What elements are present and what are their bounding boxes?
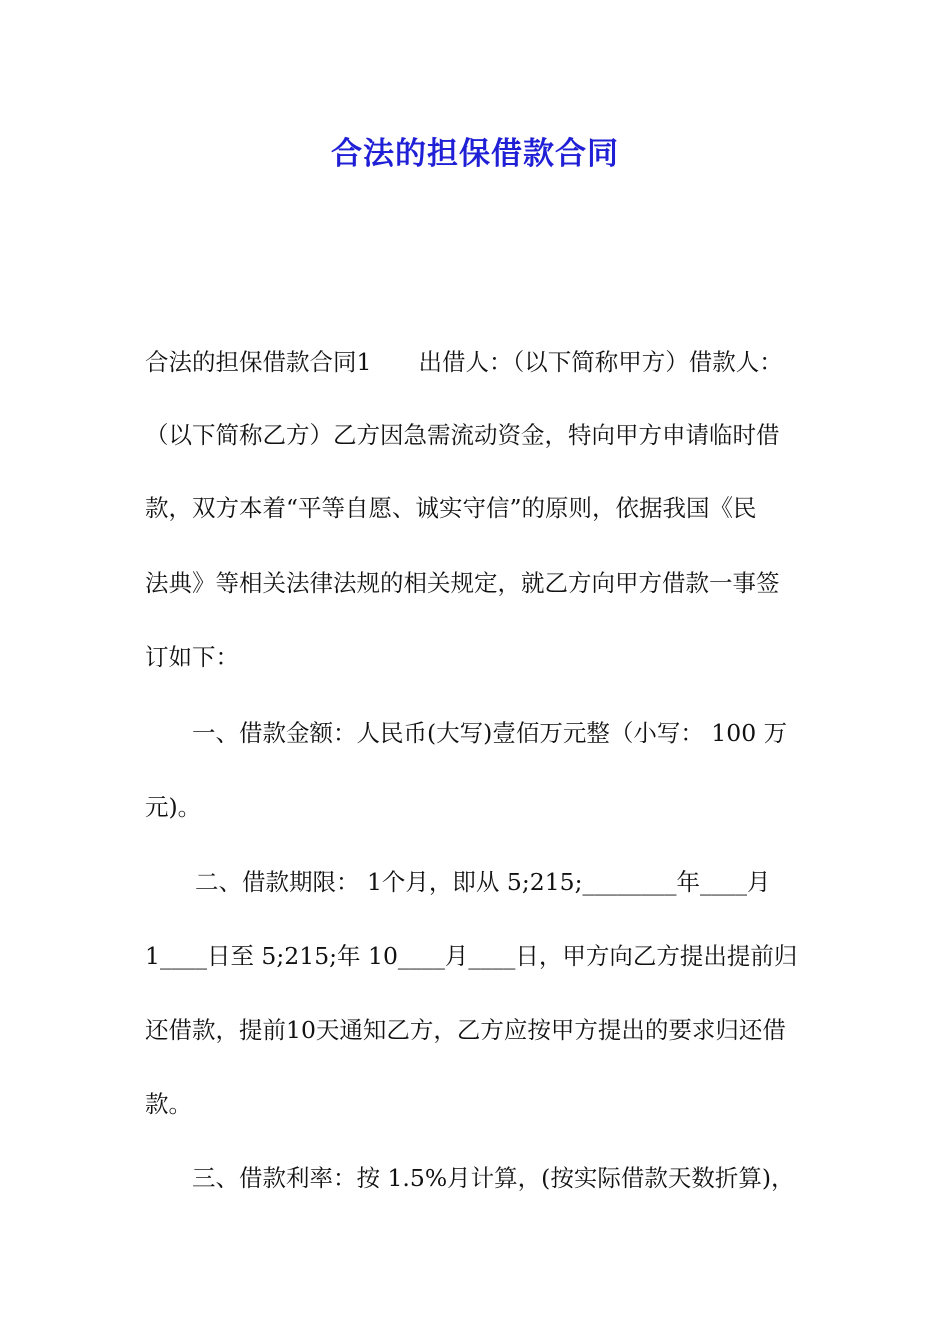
body-line-1: 合法的担保借款合同1 出借人：（以下简称甲方）借款人：	[145, 348, 783, 376]
body-line-5: 订如下：	[145, 643, 239, 671]
clause-2-line-3: 还借款，提前10天通知乙方，乙方应按甲方提出的要求归还借	[145, 1016, 786, 1044]
clause-1-line-1: 一、借款金额：人民币(大写)壹佰万元整（小写： 100 万	[192, 719, 788, 747]
document-title: 合法的担保借款合同	[331, 136, 619, 172]
clause-2-line-2: 1____日至 5;215;年 10____月____日，甲方向乙方提出提前归	[145, 942, 798, 970]
clause-1-line-2: 元)。	[145, 793, 202, 821]
body-line-2: （以下简称乙方）乙方因急需流动资金，特向甲方申请临时借	[145, 421, 780, 449]
clause-3-line-1: 三、借款利率：按 1.5%月计算，(按实际借款天数折算)，	[192, 1164, 795, 1192]
body-line-3: 款，双方本着“平等自愿、诚实守信”的原则，依据我国《民	[145, 494, 757, 522]
clause-2-line-4: 款。	[145, 1090, 192, 1118]
body-line-4: 法典》等相关法律法规的相关规定，就乙方向甲方借款一事签	[145, 569, 780, 597]
clause-2-line-1: 二、借款期限： 1个月，即从 5;215;________年____月	[195, 868, 771, 896]
